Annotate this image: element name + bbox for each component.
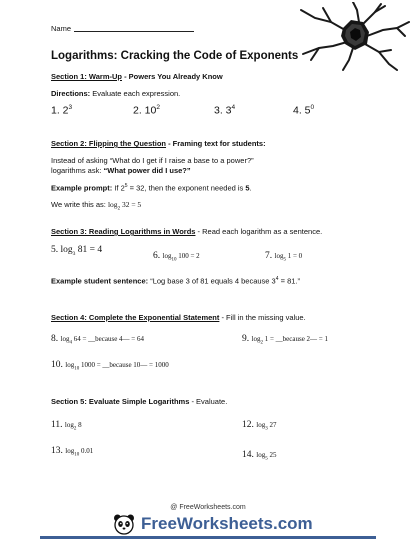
warmup-item-4-base: 4. 5	[293, 104, 311, 117]
write-as	[51, 200, 141, 212]
example-prompt-exp: 5	[124, 183, 128, 189]
reading-item-5-rest: 81 = 4	[75, 245, 103, 255]
reading-item-7-rest: 1 = 0	[285, 252, 303, 260]
section4-heading	[51, 313, 306, 322]
statement-item-9-log: log	[251, 335, 261, 343]
reading-item-7-log: log	[274, 252, 284, 260]
evaluate-item-12-rest: 27	[267, 421, 277, 429]
cracked-hole-icon	[293, 2, 411, 74]
section5-title: Section 5: Evaluate Simple Logarithms	[51, 397, 190, 406]
section3-title: Section 3: Reading Logarithms in Words	[51, 227, 196, 236]
panda-logo-icon	[113, 513, 135, 535]
section3-subtitle: - Read each logarithm as a sentence.	[195, 227, 323, 236]
write-as-log: log	[107, 200, 118, 209]
example-prompt-text-a: If 2	[112, 183, 125, 193]
section5-subtitle: - Evaluate.	[189, 397, 228, 406]
section1-heading	[51, 72, 223, 81]
statement-item-10-base: 10	[74, 366, 80, 372]
evaluate-item-13-num: 13.	[51, 446, 66, 456]
section2-line2	[51, 166, 191, 175]
evaluate-item-13	[51, 446, 93, 457]
statement-item-8	[51, 334, 144, 345]
section1-directions	[51, 89, 180, 98]
reading-item-5	[51, 245, 102, 257]
section2-line1: Instead of asking “What do I get if I raise a base to a power?”	[51, 156, 254, 165]
evaluate-item-12-log: log	[256, 421, 266, 429]
reading-item-7-num: 7.	[265, 251, 275, 261]
warmup-item-4	[293, 104, 314, 117]
statement-item-10	[51, 360, 169, 371]
section2-title: Section 2: Flipping the Question	[51, 139, 167, 148]
write-as-text: We write this as:	[51, 200, 108, 209]
reading-item-6	[153, 245, 200, 263]
warmup-item-1	[51, 104, 72, 117]
example-sentence-text-b: = 81.”	[278, 276, 300, 286]
example-sentence-exp: 4	[275, 276, 279, 282]
warmup-item-4-exp: 0	[310, 104, 315, 111]
section1-subtitle: - Powers You Already Know	[121, 72, 223, 81]
warmup-item-1-exp: 3	[68, 104, 73, 111]
reading-item-6-num: 6.	[153, 251, 163, 261]
section3-heading	[51, 227, 322, 236]
section2-heading	[51, 139, 266, 148]
evaluate-item-11	[51, 420, 82, 431]
reading-item-5-num: 5.	[51, 245, 61, 255]
warmup-item-1-base: 1. 2	[51, 104, 69, 117]
example-prompt-end: .	[249, 183, 252, 193]
evaluate-item-11-num: 11.	[51, 420, 65, 430]
statement-item-8-base: 4	[69, 340, 72, 346]
reading-item-7	[265, 245, 302, 263]
evaluate-item-11-log: log	[64, 421, 74, 429]
warmup-item-2-exp: 2	[156, 104, 160, 111]
example-prompt-label: Example prompt:	[51, 183, 113, 193]
evaluate-item-13-log: log	[65, 447, 75, 455]
statement-item-8-rest: 64 = __because 4— = 64	[71, 335, 145, 343]
name-label: Name	[51, 24, 72, 33]
example-sentence-text-a: “Log base 3 of 81 equals 4 because 3	[148, 276, 276, 286]
statement-item-8-num: 8.	[51, 334, 61, 344]
statement-item-10-num: 10.	[51, 360, 66, 370]
evaluate-item-14	[242, 450, 276, 461]
footer-brand[interactable]: FreeWorksheets.com	[141, 514, 313, 533]
directions-label: Directions:	[51, 89, 91, 98]
evaluate-item-12	[242, 420, 276, 431]
statement-item-9-base: 2	[260, 340, 263, 346]
evaluate-item-13-rest: 0.01	[79, 447, 94, 455]
evaluate-item-14-base: 5	[265, 456, 268, 462]
name-field-line[interactable]	[74, 31, 194, 32]
evaluate-item-13-base: 10	[74, 452, 80, 458]
reading-item-7-base: 5	[283, 257, 286, 263]
write-as-rest: 32 = 5	[120, 200, 142, 209]
example-sentence-label: Example student sentence:	[51, 276, 149, 286]
statement-item-10-log: log	[65, 361, 75, 369]
example-sentence	[51, 276, 300, 286]
section2-subtitle: - Framing text for students:	[166, 139, 266, 148]
warmup-item-3-exp: 4	[231, 104, 236, 111]
evaluate-item-11-base: 2	[73, 426, 77, 432]
evaluate-item-14-rest: 25	[267, 451, 277, 459]
warmup-item-3-base: 3. 3	[214, 104, 232, 117]
warmup-item-2-base: 2. 10	[133, 104, 157, 117]
statement-item-9	[242, 334, 328, 345]
worksheet-title: Logarithms: Cracking the Code of Exponents	[51, 50, 299, 62]
section5-heading	[51, 397, 227, 406]
section4-title: Section 4: Complete the Exponential Statement	[51, 313, 220, 322]
reading-item-6-base: 10	[171, 257, 177, 263]
statement-item-9-rest: 1 = __because 2— = 1	[262, 335, 329, 343]
warmup-item-3	[214, 104, 235, 117]
section1-title: Section 1: Warm-Up	[51, 72, 122, 81]
section4-subtitle: - Fill in the missing value.	[219, 313, 306, 322]
evaluate-item-12-num: 12.	[242, 420, 257, 430]
footer-url[interactable]: @ FreeWorksheets.com	[170, 504, 246, 511]
section2-line2-start: logarithms ask:	[51, 166, 104, 175]
statement-item-9-num: 9.	[242, 334, 252, 344]
evaluate-item-14-num: 14.	[242, 450, 257, 460]
reading-item-6-rest: 100 = 2	[176, 252, 200, 260]
example-prompt-answer: 5	[245, 183, 250, 193]
directions-text: Evaluate each expression.	[90, 89, 181, 98]
reading-item-6-log: log	[162, 252, 172, 260]
evaluate-item-12-base: 3	[265, 426, 268, 432]
statement-item-8-log: log	[60, 335, 70, 343]
example-prompt-text-b: = 32, then the exponent needed is	[127, 183, 246, 193]
statement-item-10-rest: 1000 = __because 10— = 1000	[79, 361, 169, 369]
warmup-item-2	[133, 104, 160, 117]
reading-item-5-base: 3	[72, 250, 76, 257]
section2-line2-bold: “What power did I use?”	[103, 166, 191, 175]
example-prompt	[51, 183, 252, 193]
write-as-base: 2	[117, 206, 121, 212]
evaluate-item-11-rest: 8	[76, 421, 82, 429]
evaluate-item-14-log: log	[256, 451, 266, 459]
reading-item-5-log: log	[60, 245, 73, 255]
